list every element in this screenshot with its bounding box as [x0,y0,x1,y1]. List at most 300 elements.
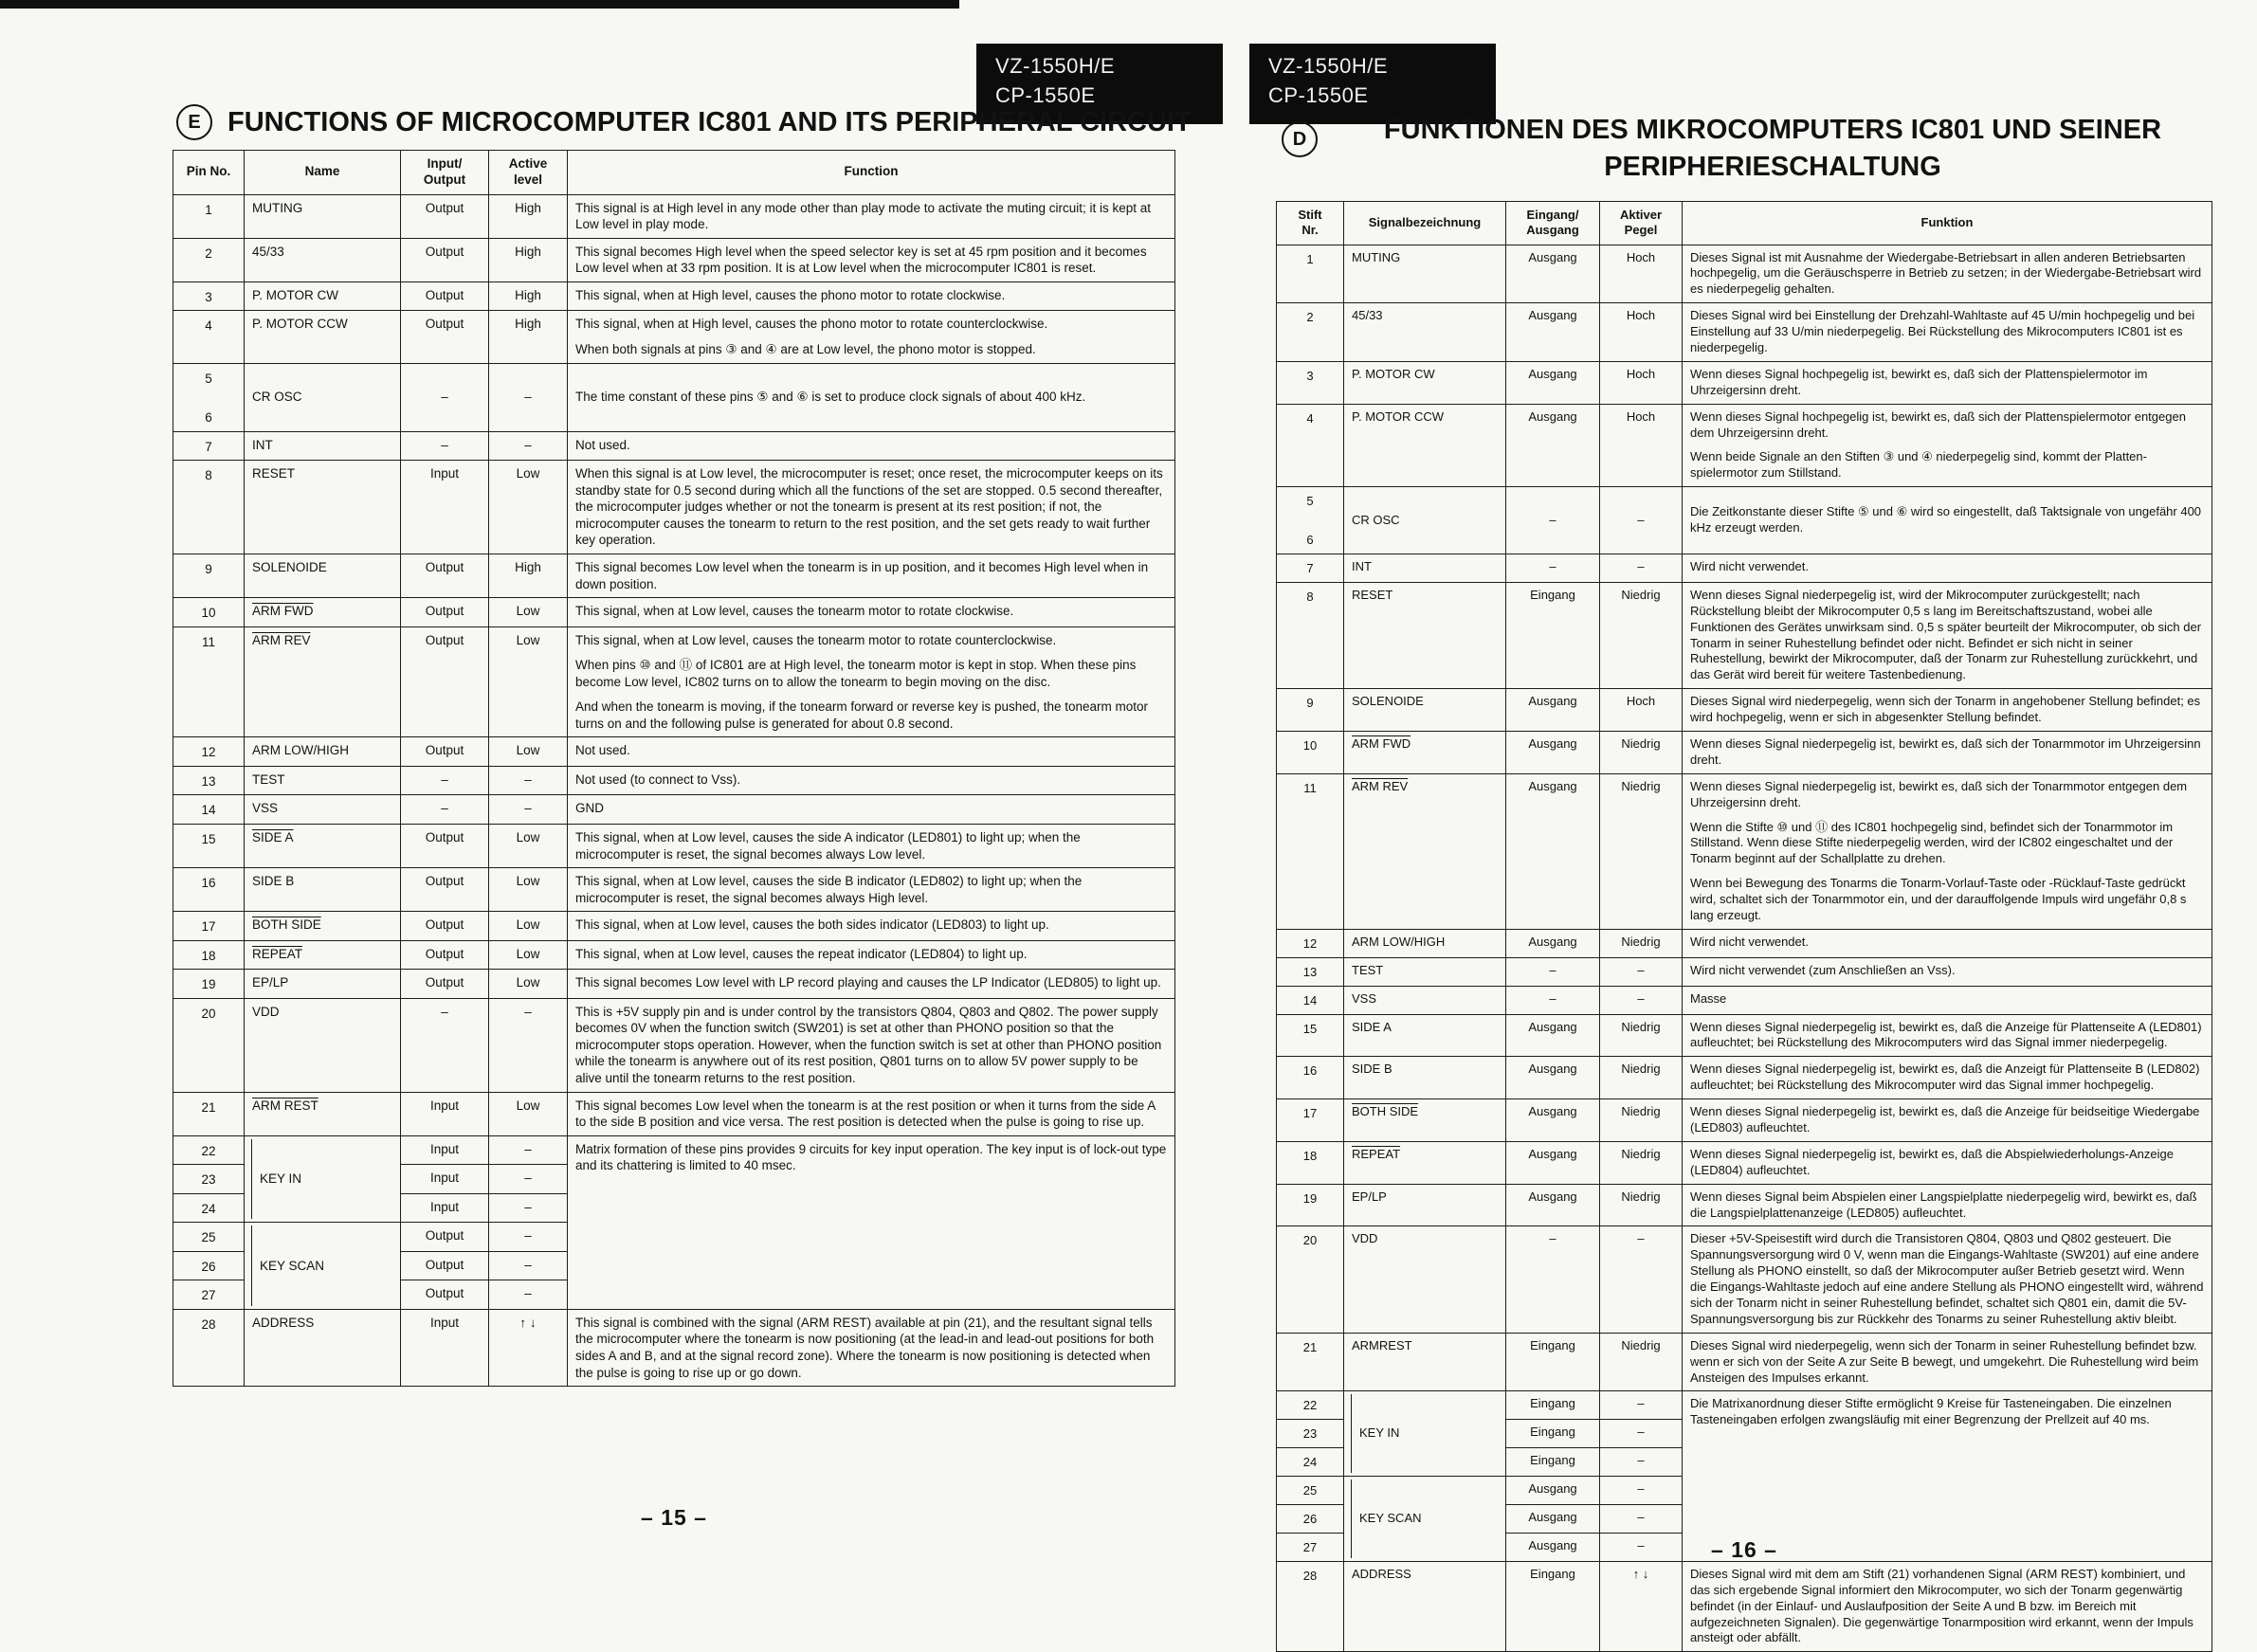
pin-cell: 17 [173,912,245,941]
level-cell: – [489,363,568,431]
table-row-pin-2 [1277,303,2212,362]
level-cell: – [489,431,568,461]
level-cell: Low [489,970,568,999]
io-cell: Input [401,1092,489,1135]
level-cell: – [489,1223,568,1252]
io-cell: Ausgang [1506,1057,1600,1099]
name-cell: RESET [1344,582,1506,688]
io-cell: Ausgang [1506,773,1600,929]
io-cell: Output [401,1223,489,1252]
name-cell: KEY SCAN [245,1223,401,1310]
io-cell: Output [401,940,489,970]
pin-cell: 19 [1277,1184,1344,1226]
function-paragraph: Die Zeitkonstante dieser Stifte ⑤ und ⑥ wird so eingestellt, daß Taktsignale von ungefähr 400 kHz erzeugt werden. [1690,504,2202,536]
pin-cell: 10 [1277,731,1344,773]
function-cell [568,970,1175,999]
pin-cell: 27 [173,1280,245,1310]
level-cell: Low [489,598,568,627]
io-cell: – [401,795,489,825]
level-cell: – [1600,1420,1683,1448]
function-paragraph: Not used (to connect to Vss). [575,772,741,787]
function-paragraph: Die Matrixanordnung dieser Stifte ermöglicht 9 Kreise für Tasteneingaben. Die einzelnen Tasteneingaben erfolgen zwangsläufig mit einer Begrenzung der Prellzeit auf 40 ms. [1690,1396,2172,1427]
function-paragraph: Wenn dieses Signal hochpegelig ist, bewirkt es, daß sich der Plattenspielermotor im Uhrzeigersinn dreht. [1690,366,2148,397]
function-paragraph: Wenn bei Bewegung des Tonarms die Tonarm-Vorlauf-Taste oder -Rücklauf-Taste gedrückt wird, schaltet sich der Tonarmmotor ein, und der darauffolgende Impuls wird ungefähr 0,8 s lang erzeugt. [1690,876,2187,922]
name-cell: SIDE A [1344,1014,1506,1057]
function-cell [568,626,1175,737]
name-cell: KEY SCAN [1344,1477,1506,1562]
pin-cell: 19 [173,970,245,999]
scan-edge-strip [0,0,959,9]
level-cell: Niedrig [1600,1099,1683,1142]
column-header-pin: Stift Nr. [1277,202,1344,245]
io-cell: Output [401,281,489,311]
io-cell: – [401,766,489,795]
io-cell: Ausgang [1506,303,1600,362]
name-cell: ADDRESS [1344,1561,1506,1651]
function-cell [568,824,1175,867]
function-paragraph: Wird nicht verwendet (zum Anschließen an Vss). [1690,962,1956,977]
section-letter-icon: D [1282,121,1318,157]
name-cell: SIDE B [245,868,401,912]
pin-cell: 20 [1277,1226,1344,1333]
function-paragraph: This signal, when at Low level, causes the tonearm motor to rotate clockwise. [575,604,1014,619]
pin-cell: 22 [173,1135,245,1165]
name-cell: ARM FWD [245,598,401,627]
name-cell: TEST [1344,957,1506,986]
pin-cell: 25 [173,1223,245,1252]
pin-cell: 7 [1277,554,1344,582]
table-row-pin-1 [173,194,1175,238]
pin-cell: 13 [1277,957,1344,986]
table-row-pin-2 [173,238,1175,281]
table-row-pin-14 [1277,986,2212,1014]
pin-cell: 28 [173,1309,245,1386]
table-row-pin-21 [1277,1333,2212,1391]
page-title: FUNCTIONS OF MICROCOMPUTER IC801 AND ITS PERIPHERAL CIRCUIT [228,106,1192,137]
function-cell [1683,986,2212,1014]
name-cell: RESET [245,461,401,554]
name-cell: INT [245,431,401,461]
pin-cell: 18 [1277,1141,1344,1184]
io-cell: Ausgang [1506,1477,1600,1505]
io-cell: Ausgang [1506,1141,1600,1184]
german-pin-function-table-container [1276,201,2212,1652]
function-paragraph: Dieses Signal wird niederpegelig, wenn sich der Tonarm in angehobener Stellung befindet; es wird hochpegelig, wenn er sich in abgesenkter Stellung befindet. [1690,694,2201,725]
function-cell [1683,689,2212,732]
function-paragraph: This signal, when at Low level, causes the tonearm motor to rotate counterclockwise. [575,632,1057,647]
name-cell: ADDRESS [245,1309,401,1386]
level-cell: Low [489,737,568,767]
pin-cell: 12 [173,737,245,767]
level-cell: – [1600,1391,1683,1420]
german-section-letter [1282,121,1318,157]
level-cell: – [1600,1533,1683,1561]
function-cell [1683,582,2212,688]
function-cell [1683,487,2212,554]
function-cell [1683,731,2212,773]
function-paragraph: And when the tonearm is moving, if the tonearm forward or reverse key is pushed, the tonearm motor turns on and the following pulse is generated for about 0.8 second. [575,699,1149,731]
io-cell: Ausgang [1506,361,1600,404]
level-cell: – [489,998,568,1092]
level-cell: – [489,1280,568,1310]
header-row [173,151,1175,195]
function-paragraph: This signal is at High level in any mode other than play mode to activate the muting circuit; it is kept at Low level in play mode. [575,200,1152,232]
pin-cell: 10 [173,598,245,627]
pin-cell: 16 [173,868,245,912]
function-cell [1683,929,2212,957]
pin-cell: 3 [1277,361,1344,404]
table-row-pin-4 [1277,404,2212,487]
table-row-pin-4 [173,311,1175,363]
name-cell: SOLENOIDE [245,554,401,597]
function-cell [568,431,1175,461]
io-cell: Output [401,554,489,597]
function-cell [1683,1391,2212,1561]
function-paragraph: Masse [1690,990,1727,1006]
table-row-pin-12 [173,737,1175,767]
pin-function-table [1276,201,2212,1652]
level-cell: Low [489,824,568,867]
function-paragraph: This signal becomes Low level with LP record playing and causes the LP Indicator (LED805) to light up. [575,975,1161,990]
name-cell: ARM LOW/HIGH [245,737,401,767]
pin-cell: 7 [173,431,245,461]
function-paragraph: Wenn dieses Signal niederpegelig ist, bewirkt es, daß die Anzeigt für Plattenseite B (LED802) aufleuchtet; bei Rückstellung des Mikrocomputer wird das Signal immer hochpegelig. [1690,1062,2200,1093]
name-cell: BOTH SIDE [245,912,401,941]
name-cell: P. MOTOR CCW [1344,404,1506,487]
io-cell: Ausgang [1506,245,1600,303]
level-cell: High [489,554,568,597]
io-cell: Output [401,194,489,238]
english-section-title [176,104,1192,140]
model-number: VZ-1550H/E [1268,54,1389,78]
german-section-title [1346,112,2199,186]
pin-cell: 1 [1277,245,1344,303]
table-row-pin-14 [173,795,1175,825]
table-row-pin-22 [173,1135,1175,1165]
level-cell: – [489,1251,568,1280]
io-cell: Output [401,1251,489,1280]
function-cell [1683,1099,2212,1142]
name-cell: 45/33 [245,238,401,281]
model-number: VZ-1550H/E [995,54,1116,78]
table-row-pin-28 [173,1309,1175,1386]
section-letter-icon: E [176,104,212,140]
column-header-io: Input/ Output [401,151,489,195]
function-paragraph: This signal, when at Low level, causes the side B indicator (LED802) to light up; when the microcomputer is reset, the signal becomes always High level. [575,874,1083,905]
level-cell: – [1600,487,1683,554]
function-paragraph: Wenn beide Signale an den Stiften ③ und ④ niederpegelig sind, kommt der Plattenspielermotor zum Stillstand. [1690,449,2147,481]
function-paragraph: GND [575,801,604,816]
function-cell [568,363,1175,431]
function-paragraph: This signal becomes Low level when the tonearm is in up position, and it becomes High level when in down position. [575,559,1149,591]
function-paragraph: Not used. [575,437,630,452]
function-paragraph: When this signal is at Low level, the microcomputer is reset; once reset, the microcomputer keeps on its standby state for 0.5 second during which all the functions of the set are stopped. 0.5 second thereafter, the microcomputer judges whether or not the tonearm is present at its rest position; if not, the microcomputer causes the tonearm to return to the rest position, and the set gets ready to wait further key operation. [575,466,1163,548]
table-row-pin-11 [1277,773,2212,929]
table-row-pin-15 [1277,1014,2212,1057]
function-cell [1683,1057,2212,1099]
io-cell: Eingang [1506,1561,1600,1651]
function-paragraph: Wenn dieses Signal hochpegelig ist, bewirkt es, daß sich der Plattenspielermotor entgegen dem Uhrzeigersinn dreht. [1690,408,2186,440]
level-cell: Low [489,461,568,554]
level-cell: – [1600,1226,1683,1333]
function-paragraph: Wenn dieses Signal niederpegelig ist, bewirkt es, daß die Anzeige für Plattenseite A (LED801) aufleuchtet; bei Rückstellung des Mikrocomputers wird das Signal immer niederpegelig. [1690,1019,2202,1050]
function-cell [568,766,1175,795]
pin-cell: 3 [173,281,245,311]
model-number: CP-1550E [1268,82,1369,107]
pin-cell: 15 [173,824,245,867]
function-paragraph: This signal, when at Low level, causes the repeat indicator (LED804) to light up. [575,946,1028,961]
name-cell: ARMREST [1344,1333,1506,1391]
function-cell [1683,1561,2212,1651]
table-row-pin-19 [1277,1184,2212,1226]
level-cell: Niedrig [1600,1014,1683,1057]
function-cell [1683,957,2212,986]
name-cell: 45/33 [1344,303,1506,362]
pin-cell: 20 [173,998,245,1092]
io-cell: Output [401,824,489,867]
level-cell: – [489,766,568,795]
function-cell [568,238,1175,281]
level-cell: – [1600,957,1683,986]
level-cell: – [489,1193,568,1223]
io-cell: Input [401,1165,489,1194]
pin-cell: 2 [1277,303,1344,362]
function-cell [1683,1014,2212,1057]
pin-cell: 8 [173,461,245,554]
io-cell: Output [401,737,489,767]
function-paragraph: This signal becomes Low level when the tonearm is at the rest position or when it turns from the side A to the side B position and vice versa. The rest position is detected when the pulse is going to rise up. [575,1098,1156,1130]
level-cell: Hoch [1600,689,1683,732]
pin-cell: 9 [1277,689,1344,732]
level-cell: ↑ ↓ [489,1309,568,1386]
table-row-pin-21 [173,1092,1175,1135]
column-header-func: Funktion [1683,202,2212,245]
column-header-io: Eingang/ Ausgang [1506,202,1600,245]
level-cell: Low [489,1092,568,1135]
function-paragraph: Wird nicht verwendet. [1690,558,1809,573]
pin-cell: 1 [173,194,245,238]
function-paragraph: Wenn dieses Signal beim Abspielen einer Langspielplatte niederpegelig wird, bewirkt es, daß die Langspielplattenanzeige (LED805) aufleuchtet. [1690,1189,2197,1220]
pin-cell: 27 [1277,1533,1344,1561]
pin-cell: 22 [1277,1391,1344,1420]
name-cell: P. MOTOR CW [1344,361,1506,404]
name-cell: SOLENOIDE [1344,689,1506,732]
function-cell [568,194,1175,238]
function-cell [1683,773,2212,929]
io-cell: Ausgang [1506,929,1600,957]
function-cell [1683,554,2212,582]
io-cell: – [1506,957,1600,986]
level-cell: High [489,194,568,238]
table-row-pin-17 [1277,1099,2212,1142]
io-cell: – [1506,986,1600,1014]
function-cell [1683,303,2212,362]
function-paragraph: This is +5V supply pin and is under control by the transistors Q804, Q803 and Q802. The power supply becomes 0V when the function switch (SW201) is set at other than PHONO position so that the microcomputer stops operation. However, when the function switch is set at other than PHONO position while the tonearm is anywhere out of its rest position, Q801 turns on to allow 5V power supply to be alive until the tonearm returns to the rest position. [575,1004,1162,1085]
pin-cell: 14 [173,795,245,825]
name-cell: TEST [245,766,401,795]
name-cell: EP/LP [1344,1184,1506,1226]
function-cell [1683,361,2212,404]
io-cell: Eingang [1506,1391,1600,1420]
table-row-pin-7 [1277,554,2212,582]
function-cell [1683,404,2212,487]
page-number: – 15 – [641,1505,707,1530]
table-row-pin-13 [1277,957,2212,986]
table-row-pin-18 [1277,1141,2212,1184]
function-paragraph: Wenn die Stifte ⑩ und ⑪ des IC801 hochpegelig sind, befindet sich der Tonarmmotor im Stillstand. Wenn diese Stifte niederpegelig werden, wird der IC802 eingeschaltet und der Tonarm beginnt auf der Schallplatte zu drehen. [1690,819,2174,866]
io-cell: Ausgang [1506,1099,1600,1142]
function-paragraph: The time constant of these pins ⑤ and ⑥ is set to produce clock signals of about 400 kHz. [575,390,1086,405]
function-paragraph: This signal, when at Low level, causes the side A indicator (LED801) to light up; when the microcomputer is reset, the signal becomes always Low level. [575,829,1081,862]
function-cell [568,912,1175,941]
function-paragraph: When pins ⑩ and ⑪ of IC801 are at High level, the tonearm motor is kept in stop. When these pins become Low level, IC802 turns on to allow the tonearm to begin moving on the disc. [575,658,1137,689]
function-paragraph: Wenn dieses Signal niederpegelig ist, bewirkt es, daß sich der Tonarmmotor im Uhrzeigersinn dreht. [1690,735,2201,767]
function-cell [568,311,1175,363]
function-paragraph: Matrix formation of these pins provides 9 circuits for key input operation. The key input is of lock-out type and its chattering is limited to 40 msec. [575,1141,1167,1173]
function-paragraph: Dieses Signal wird mit dem am Stift (21) vorhandenen Signal (ARM REST) kombiniert, und das sich ergebende Signal informiert den Mikrocomputer, wo sich der Tonarm gegenwärtig befindet (in der Einlauf- und Auslaufposition der Seite A und B bzw. im Bereich mit aufgezeichneten Signalen). Die gegenwärtige Tonarmposition wird erkannt, wenn der Impuls ansteigt oder abfällt. [1690,1566,2193,1645]
level-cell: – [1600,1505,1683,1534]
level-cell: High [489,311,568,363]
page-number: – 16 – [1711,1537,1777,1562]
function-cell [568,737,1175,767]
pin-cell: 11 [1277,773,1344,929]
level-cell: Low [489,940,568,970]
io-cell: Output [401,238,489,281]
pin-cell: 26 [173,1251,245,1280]
level-cell: Niedrig [1600,1184,1683,1226]
name-cell: P. MOTOR CW [245,281,401,311]
table-row-pin-1 [1277,245,2212,303]
table-row-pin-3 [173,281,1175,311]
table-row-pin-7 [173,431,1175,461]
level-cell: – [489,1165,568,1194]
column-header-level: Aktiver Pegel [1600,202,1683,245]
pin-cell: 12 [1277,929,1344,957]
level-cell: Niedrig [1600,1057,1683,1099]
table-row-pin-16 [1277,1057,2212,1099]
name-cell: KEY IN [1344,1391,1506,1477]
column-header-pin: Pin No. [173,151,245,195]
level-cell: ↑ ↓ [1600,1561,1683,1651]
level-cell: High [489,238,568,281]
pin-cell: 17 [1277,1099,1344,1142]
function-cell [568,554,1175,597]
io-cell: – [401,431,489,461]
io-cell: Ausgang [1506,1184,1600,1226]
pin-cell: 25 [1277,1477,1344,1505]
pin-cell: 23 [1277,1420,1344,1448]
function-paragraph: Wenn dieses Signal niederpegelig ist, bewirkt es, daß die Abspielwiederholungs-Anzeige (LED804) aufleuchtet. [1690,1146,2174,1177]
table-row-pin-9 [173,554,1175,597]
table-row-pin-28 [1277,1561,2212,1651]
function-cell [1683,1184,2212,1226]
io-cell: Output [401,626,489,737]
function-cell [568,1092,1175,1135]
english-pin-function-table-container [173,150,1175,1387]
io-cell: Ausgang [1506,1533,1600,1561]
level-cell: Low [489,912,568,941]
function-cell [568,940,1175,970]
table-row-pin-17 [173,912,1175,941]
table-row-pin-3 [1277,361,2212,404]
io-cell: Output [401,912,489,941]
function-paragraph: Wenn dieses Signal niederpegelig ist, bewirkt es, daß sich der Tonarmmotor entgegen dem Uhrzeigersinn dreht. [1690,778,2188,809]
io-cell: Output [401,311,489,363]
function-cell [568,998,1175,1092]
name-cell: ARM REV [1344,773,1506,929]
name-cell: KEY IN [245,1135,401,1223]
table-row-pin-11 [173,626,1175,737]
table-row-pin-22 [1277,1391,2212,1420]
level-cell: – [1600,986,1683,1014]
name-cell: VDD [245,998,401,1092]
function-cell [1683,1226,2212,1333]
io-cell: Ausgang [1506,731,1600,773]
io-cell: Input [401,1193,489,1223]
table-row-pin-12 [1277,929,2212,957]
table-row-pin-15 [173,824,1175,867]
function-paragraph: Wird nicht verwendet. [1690,934,1809,949]
io-cell: – [401,363,489,431]
name-cell: REPEAT [1344,1141,1506,1184]
function-paragraph: This signal is combined with the signal (ARM REST) available at pin (21), and the resultant signal tells the microcomputer where the tonearm is now positioning (at the lead-in and lead-out positions for both sides A and B, and at the signal record zone). Where the tonearm is now positioning is detected when the pulse is going to rise up or go down. [575,1315,1155,1380]
pin-cell: 13 [173,766,245,795]
level-cell: Niedrig [1600,929,1683,957]
pin-cell: 21 [1277,1333,1344,1391]
level-cell: Hoch [1600,404,1683,487]
name-cell: VDD [1344,1226,1506,1333]
io-cell: Input [401,1135,489,1165]
page-title-line2: PERIPHERIESCHALTUNG [1604,152,1941,183]
table-row-pin-20 [1277,1226,2212,1333]
column-header-func: Function [568,151,1175,195]
header-row [1277,202,2212,245]
pin-cell: 24 [173,1193,245,1223]
function-paragraph: Dieses Signal wird bei Einstellung der Drehzahl-Wahltaste auf 45 U/min hochpegelig und bei Einstellung auf 33 U/min niederpegelig. Bei Rückstellung des Mikrocomputers IC801 ist es niederpegelig. [1690,308,2195,354]
io-cell: – [1506,1226,1600,1333]
io-cell: Eingang [1506,582,1600,688]
level-cell: Hoch [1600,303,1683,362]
pin-cell: 4 [1277,404,1344,487]
io-cell: Input [401,461,489,554]
io-cell: – [1506,487,1600,554]
level-cell: Niedrig [1600,1333,1683,1391]
function-paragraph: Wenn dieses Signal niederpegelig ist, wird der Mikrocomputer zurückgestellt; nach Rückstellung bleibt der Mikrocomputer 0,5 s lang im Bereitschaftszustand, wobei alle Funktionen des Gerätes unwirksam sind. 0,5 s später beurteilt der Mikrocomputer, ob sich der Tonarm in seiner Ruhestellung befindet oder nicht. Befindet er sich nicht in seiner Ruhestellung, bewirkt der Mikrocomputer, daß der Tonarm zur Ruhestellung zurückkehrt, und das Gerät wird bereit für weitere Tastenbedienung. [1690,587,2202,682]
page-title-line1: FUNKTIONEN DES MIKROCOMPUTERS IC801 UND SEINER [1383,115,2162,145]
function-paragraph: Dieses Signal wird niederpegelig, wenn sich der Tonarm in seiner Ruhestellung befindet bzw. wenn er sich von der Seite A zur Seite B bewegt, und umgekehrt. Die Ruhestellung wird beim Ansteigen des Impulses erkannt. [1690,1337,2199,1385]
io-cell: Output [401,598,489,627]
level-cell: Niedrig [1600,1141,1683,1184]
function-cell [568,1309,1175,1386]
io-cell: Ausgang [1506,404,1600,487]
table-row-pin-8 [1277,582,2212,688]
io-cell: – [1506,554,1600,582]
io-cell: – [401,998,489,1092]
function-paragraph: This signal, when at Low level, causes the both sides indicator (LED803) to light up. [575,917,1049,933]
name-cell: EP/LP [245,970,401,999]
table-row-pin-18 [173,940,1175,970]
pin-cell: 24 [1277,1448,1344,1477]
pin-cell: 9 [173,554,245,597]
function-cell [568,461,1175,554]
pin-cell: 14 [1277,986,1344,1014]
function-cell [1683,245,2212,303]
name-cell: MUTING [245,194,401,238]
level-cell: Hoch [1600,245,1683,303]
table-row-pin-5-6 [173,363,1175,431]
function-paragraph: This signal becomes High level when the speed selector key is set at 45 rpm position and it becomes Low level when at 33 rpm position. It is at Low level when the microcomputer IC801 is reset. [575,244,1147,276]
function-cell [1683,1333,2212,1391]
